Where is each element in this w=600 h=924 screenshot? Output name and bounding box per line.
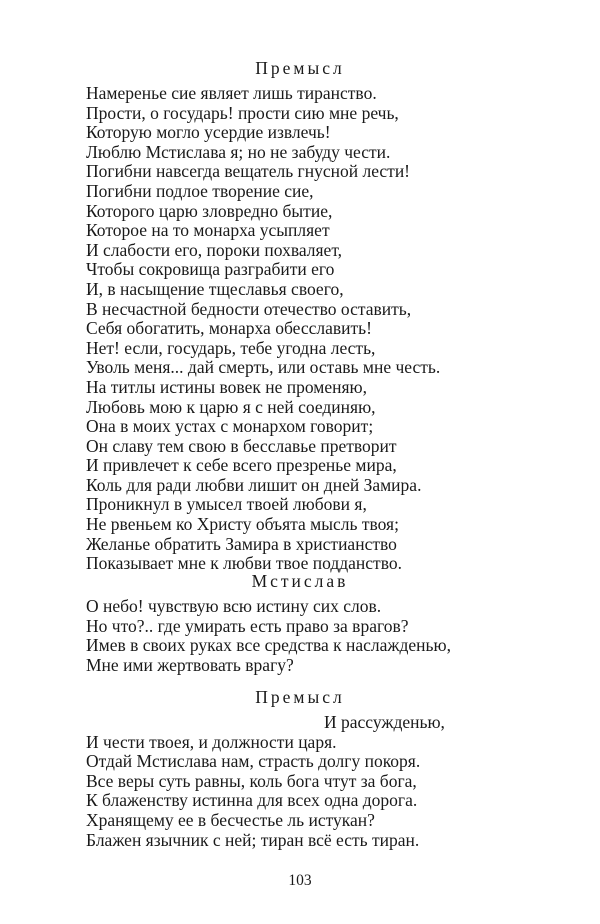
verse-line: Себя обогатить, монарха обесславить!: [86, 318, 372, 339]
verse-line: О небо! чувствую всю истину сих слов.: [86, 596, 382, 616]
verse-line: Все веры суть равны, коль бога чтут за бога,: [86, 770, 417, 791]
verse-line: Любовь мою к царю я с ней соединяю,: [86, 396, 376, 417]
verse-line: Хранящему ее в бесчестье ль истукан?: [86, 809, 375, 830]
verse-line: Но что?.. где умирать есть право за врагов?: [86, 615, 409, 636]
verse-line: Которое на то монарха усыпляет: [86, 220, 330, 241]
verse-line: Показывает мне к любви твое подданство.: [86, 553, 402, 574]
page-number: 103: [288, 872, 312, 889]
verse-line: К блаженству истинна для всех одна дорога.: [86, 790, 418, 811]
verse-line: Желанье обратить Замира в христианство: [86, 533, 397, 554]
verse-line: Проникнул в умысел твоей любови я,: [86, 494, 367, 515]
verse-line: Люблю Мстислава я; но не забуду чести.: [86, 141, 391, 162]
speaker-heading: Премысл: [255, 687, 345, 707]
verse-line: Погибни подлое творение сие,: [86, 180, 314, 201]
verse-line: Имев в своих руках все средства к наслажденью,: [86, 635, 451, 656]
verse-line: Мне ими жертвовать врагу?: [86, 654, 294, 675]
verse-line: Погибни навсегда вещатель гнусной лести!: [86, 161, 411, 182]
verse-line: Которую могло усердие извлечь!: [86, 122, 331, 143]
verse-line: Которого царю зловредно бытие,: [86, 200, 333, 221]
verse-block: [86, 597, 566, 675]
verse-line: Он славу тем свою в бесславье претворит: [86, 435, 397, 456]
speaker-heading: Мстислав: [251, 571, 349, 591]
verse-line: Она в моих устах с монархом говорит;: [86, 416, 374, 437]
verse-line: Чтобы сокровища разграбити его: [86, 259, 335, 280]
verse-line: В несчастной бедности отечество оставить,: [86, 298, 412, 319]
verse-line: Прости, о государь! прости сию мне речь,: [86, 102, 399, 123]
verse-line: И слабости его, пороки похваляет,: [86, 239, 343, 260]
verse-line: Отдай Мстислава нам, страсть долгу покоря.: [86, 751, 421, 772]
verse-line: На титлы истины вовек не променяю,: [86, 376, 367, 397]
verse-block: [86, 713, 566, 850]
verse-line: Блажен язычник с ней; тиран всё есть тиран.: [86, 829, 420, 850]
verse-line: И рассужденью,: [324, 712, 445, 732]
speaker-heading: Премысл: [255, 58, 345, 78]
verse-line: Коль для ради любви лишит он дней Замира.: [86, 474, 422, 495]
verse-line: Нет! если, государь, тебе угодна лесть,: [86, 337, 376, 358]
verse-line: Не рвеньем ко Христу объята мысль твоя;: [86, 514, 399, 535]
verse-line: И привлечет к себе всего презренье мира,: [86, 455, 397, 476]
verse-line: И, в насыщение тщеславья своего,: [86, 278, 344, 299]
verse-block: [86, 84, 566, 574]
verse-line: Намеренье сие являет лишь тиранство.: [86, 83, 377, 103]
verse-line: Уволь меня... дай смерть, или оставь мне честь.: [86, 357, 441, 378]
verse-line: И чести твоея, и должности царя.: [86, 731, 337, 752]
